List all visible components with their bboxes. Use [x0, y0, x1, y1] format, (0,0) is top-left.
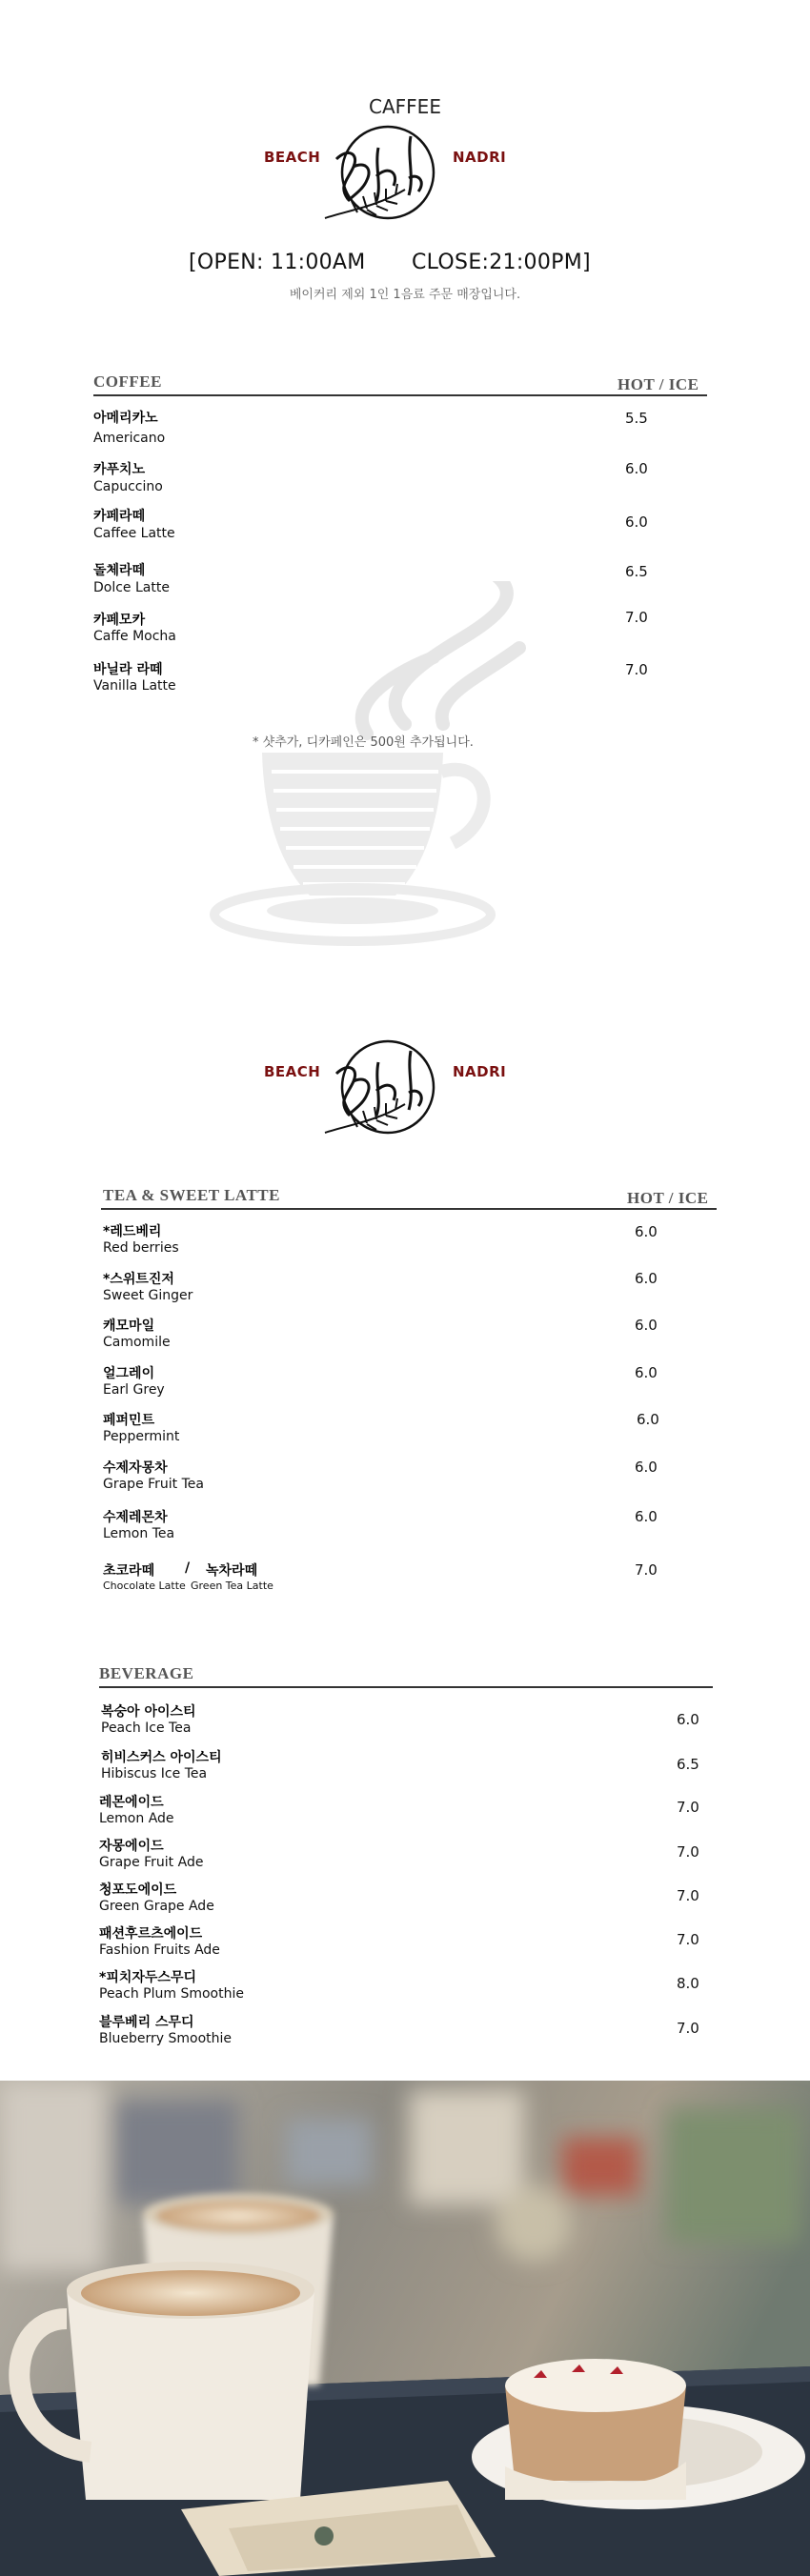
menu-item-ko: 수제레몬차 [103, 1510, 168, 1525]
brand-logo [319, 1034, 453, 1146]
menu-item-en: Americano [93, 431, 166, 446]
brand-logo [319, 119, 453, 231]
menu-item-price: 6.0 [635, 1459, 658, 1476]
menu-item-ko: *레드베리 [103, 1224, 162, 1239]
menu-item-price: 6.0 [625, 460, 648, 477]
menu-item-en: Dolce Latte [93, 580, 170, 595]
combo-separator: / [185, 1560, 191, 1576]
menu-item-price: 6.0 [635, 1270, 658, 1287]
menu-item-price: 6.0 [635, 1317, 658, 1334]
menu-item-price: 7.0 [677, 1887, 699, 1904]
menu-item-price: 7.0 [677, 2020, 699, 2037]
brand-left-word: BEACH [264, 1063, 321, 1080]
tea-section-title: TEA & SWEET LATTE [103, 1186, 280, 1204]
menu-item-ko: 레몬에이드 [99, 1795, 164, 1810]
cafe-photo [0, 2081, 810, 2576]
menu-item-en: Red berries [103, 1240, 179, 1256]
menu-item-price: 6.5 [625, 563, 648, 580]
menu-item-en: Grape Fruit Ade [99, 1855, 204, 1870]
menu-item-price: 7.0 [635, 1561, 658, 1579]
tea-price-header: HOT / ICE [627, 1189, 709, 1207]
menu-item-price: 6.0 [635, 1508, 658, 1525]
close-time: CLOSE:21:00PM] [412, 251, 591, 274]
menu-item-price: 6.0 [635, 1364, 658, 1381]
menu-item-ko: 복숭아 아이스티 [101, 1704, 196, 1720]
menu-item-price: 7.0 [625, 609, 648, 626]
combo-item-ko-b: 녹차라떼 [206, 1563, 258, 1579]
menu-item-price: 6.0 [635, 1223, 658, 1240]
menu-item-en: Green Grape Ade [99, 1899, 214, 1914]
menu-item-en: Peach Ice Tea [101, 1721, 192, 1736]
menu-item-ko: 카페라떼 [93, 509, 146, 524]
menu-item-price: 7.0 [677, 1931, 699, 1948]
menu-item-price: 6.0 [625, 513, 648, 531]
menu-item-en: Earl Grey [103, 1382, 165, 1398]
menu-item-en: Capuccino [93, 479, 163, 494]
menu-item-en: Hibiscus Ice Tea [101, 1766, 208, 1781]
menu-item-ko: *스위트진저 [103, 1272, 174, 1287]
coffee-footnote: * 샷추가, 디카페인은 500원 추가됩니다. [253, 735, 474, 750]
order-notice: 베이커리 제외 1인 1음료 주문 매장입니다. [289, 288, 521, 302]
brand-name: CAFFEE [369, 95, 441, 118]
brand-right-word: NADRI [453, 149, 507, 166]
menu-item-ko: 히비스커스 아이스티 [101, 1750, 222, 1765]
menu-item-en: Lemon Ade [99, 1811, 174, 1826]
menu-item-ko: 카푸치노 [93, 462, 146, 477]
brand-left-word: BEACH [264, 149, 321, 166]
brand-right-word: NADRI [453, 1063, 507, 1080]
menu-item-ko: 블루베리 스무디 [99, 2015, 194, 2030]
menu-item-price: 6.5 [677, 1756, 699, 1773]
menu-item-price: 6.0 [637, 1411, 659, 1428]
beverage-section-title: BEVERAGE [99, 1664, 194, 1682]
menu-item-en: Grape Fruit Tea [103, 1477, 204, 1492]
menu-item-en: Vanilla Latte [93, 678, 176, 694]
menu-item-ko: 자몽에이드 [99, 1839, 164, 1854]
menu-item-ko: 청포도에이드 [99, 1882, 177, 1898]
menu-item-en: Sweet Ginger [103, 1288, 193, 1303]
menu-item-ko: 수제자몽차 [103, 1460, 168, 1476]
menu-item-en: Lemon Tea [103, 1526, 175, 1541]
coffee-divider [93, 394, 707, 396]
menu-item-en: Peppermint [103, 1429, 180, 1444]
menu-item-price: 6.0 [677, 1711, 699, 1728]
beverage-divider [99, 1686, 713, 1688]
tea-divider [101, 1208, 717, 1210]
menu-item-ko: 얼그레이 [103, 1366, 155, 1381]
menu-item-en: Camomile [103, 1335, 171, 1350]
menu-item-ko: *피치자두스무디 [99, 1970, 196, 1985]
menu-item-price: 7.0 [625, 661, 648, 678]
menu-item-price: 7.0 [677, 1799, 699, 1816]
menu-item-ko: 카페모카 [93, 613, 146, 628]
coffee-price-header: HOT / ICE [618, 375, 699, 393]
combo-item-ko-a: 초코라떼 [103, 1563, 155, 1579]
menu-item-en: Blueberry Smoothie [99, 2031, 233, 2046]
coffee-section-title: COFFEE [93, 372, 162, 391]
combo-item-en-a: Chocolate Latte [103, 1580, 186, 1592]
menu-item-ko: 바닐라 라떼 [93, 662, 163, 677]
menu-item-en: Caffee Latte [93, 526, 175, 541]
menu-item-price: 5.5 [625, 410, 648, 427]
menu-item-ko: 캐모마일 [103, 1318, 155, 1334]
menu-item-en: Caffe Mocha [93, 629, 176, 644]
menu-item-ko: 아메리카노 [93, 411, 158, 426]
menu-item-price: 7.0 [677, 1843, 699, 1861]
menu-item-ko: 페퍼민트 [103, 1413, 155, 1428]
menu-item-ko: 돌체라떼 [93, 563, 146, 578]
menu-item-ko: 패션후르츠에이드 [99, 1926, 203, 1942]
menu-item-price: 8.0 [677, 1975, 699, 1992]
menu-item-en: Peach Plum Smoothie [99, 1986, 244, 2002]
menu-item-en: Fashion Fruits Ade [99, 1942, 220, 1958]
combo-item-en-b: Green Tea Latte [191, 1580, 273, 1592]
cafe-photo-image [0, 2081, 810, 2576]
open-time: [OPEN: 11:00AM [189, 251, 366, 274]
coffee-cup-illustration [205, 581, 586, 981]
